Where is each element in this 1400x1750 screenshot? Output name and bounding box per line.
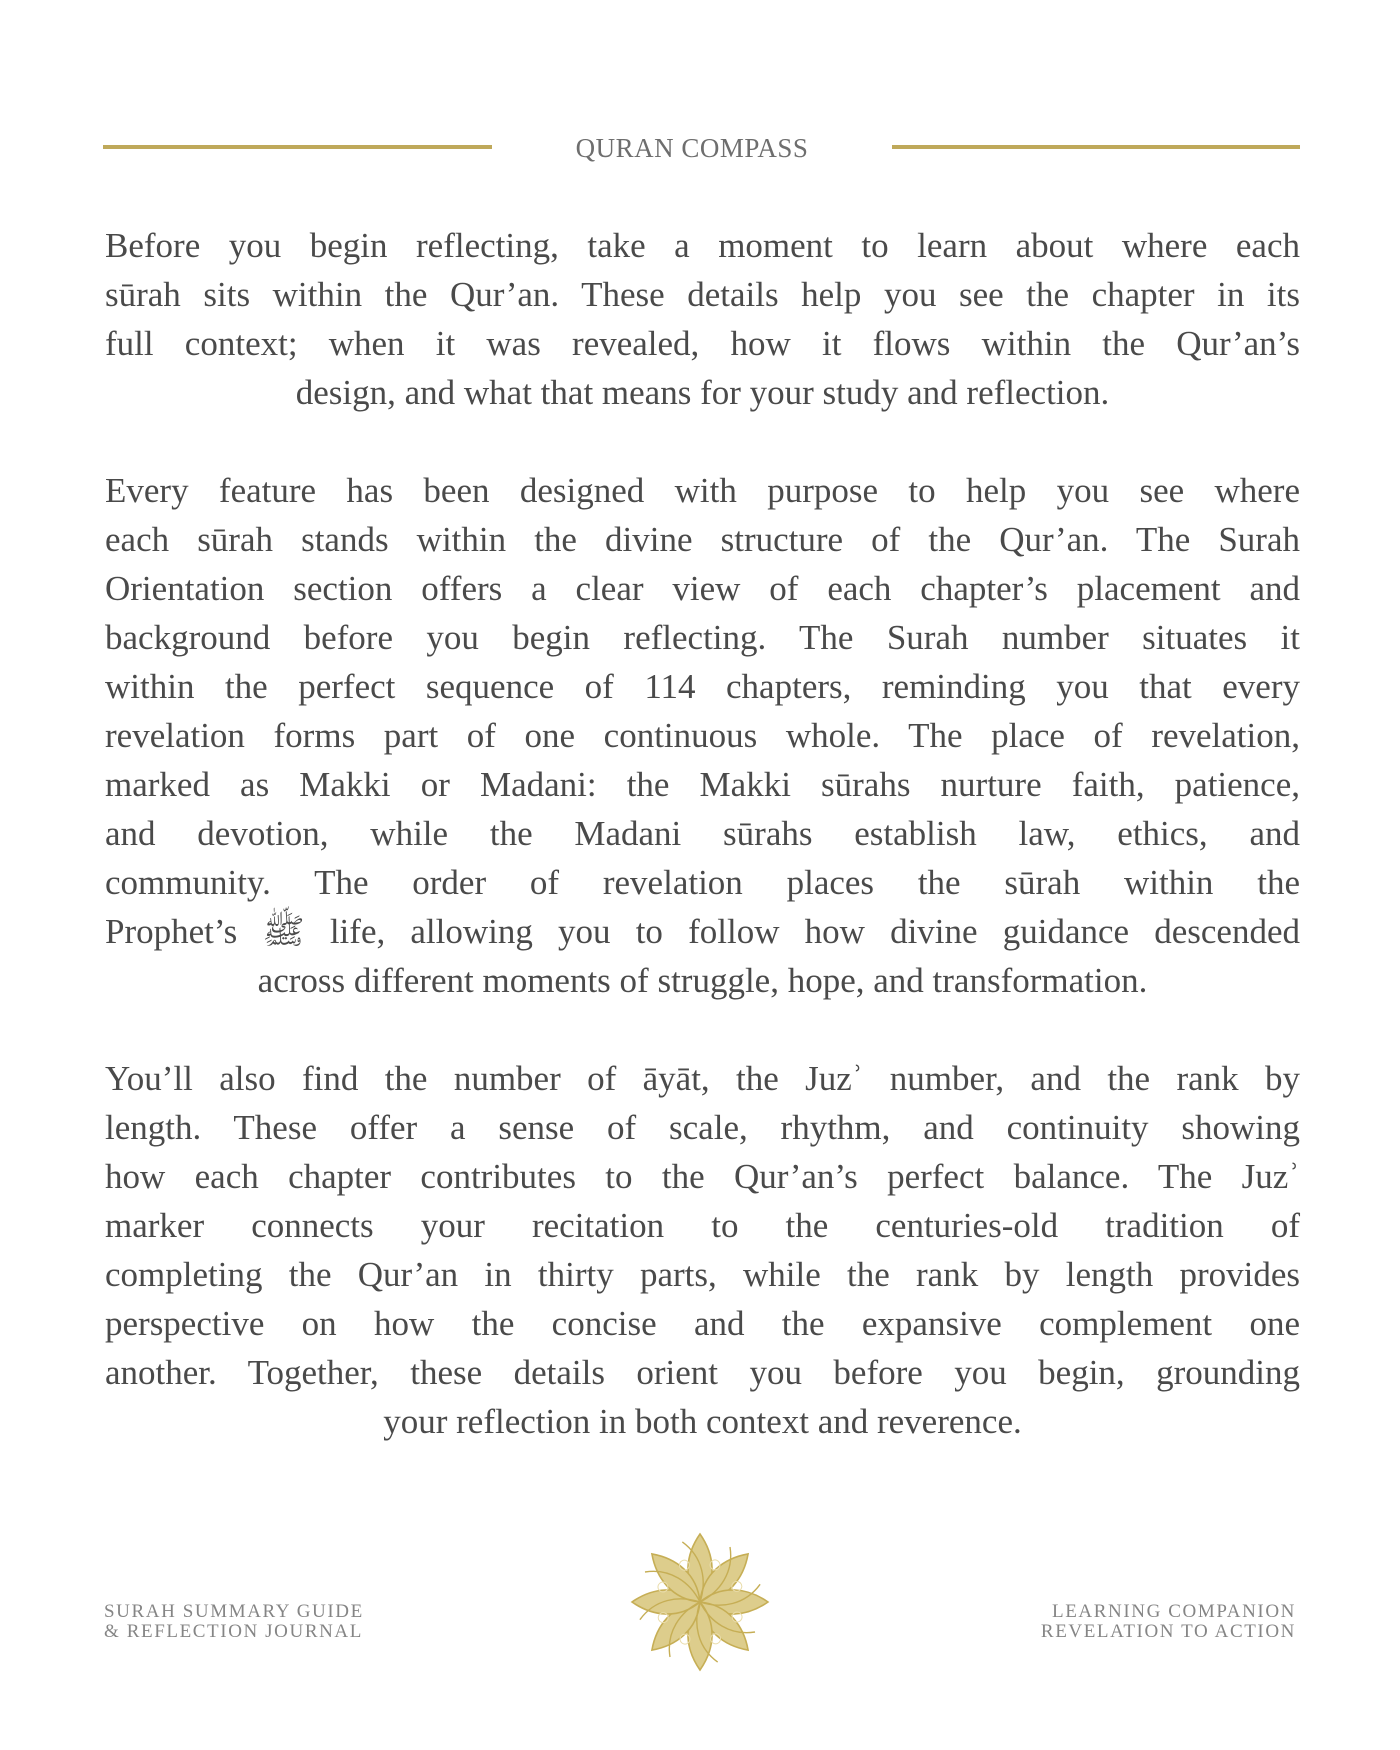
footer-left-line-2: & REFLECTION JOURNAL — [104, 1621, 363, 1642]
footer-left-line-1: SURAH SUMMARY GUIDE — [104, 1601, 364, 1622]
text-line: perspective on how the concise and the expansive complement one — [105, 1304, 1300, 1343]
paragraph-intro — [105, 221, 1300, 417]
text-line: sūrah sits within the Qur’an. These details help you see the chapter in its — [105, 275, 1300, 314]
page-header — [103, 128, 1300, 168]
text-line: You’ll also find the number of āyāt, the Juzʾ number, and the rank by — [105, 1059, 1300, 1098]
text-line: your reflection in both context and reverence. — [383, 1402, 1022, 1441]
text-line: community. The order of revelation places the sūrah within the — [105, 863, 1300, 902]
gold-rosette-icon — [628, 1532, 772, 1672]
footer-left — [104, 1602, 364, 1642]
text-line: completing the Qur’an in thirty parts, while the rank by length provides — [105, 1255, 1300, 1294]
header-rule-left — [103, 145, 492, 149]
text-line: Every feature has been designed with purpose to help you see where — [105, 471, 1300, 510]
footer-right-line-2: REVELATION TO ACTION — [1040, 1621, 1296, 1642]
footer-right — [1041, 1602, 1296, 1642]
text-line: how each chapter contributes to the Qur’an’s perfect balance. The Juzʾ — [105, 1157, 1300, 1196]
text-line: Prophet’s ﷺ life, allowing you to follow how divine guidance descended — [105, 912, 1300, 951]
text-line: design, and what that means for your study and reflection. — [295, 373, 1110, 412]
text-line: Before you begin reflecting, take a moment to learn about where each — [105, 226, 1300, 265]
text-line: full context; when it was revealed, how it flows within the Qur’an’s — [105, 324, 1300, 363]
text-line: marked as Makki or Madani: the Makki sūrahs nurture faith, patience, — [105, 765, 1300, 804]
text-line: across different moments of struggle, hope, and transformation. — [257, 961, 1148, 1000]
text-line: another. Together, these details orient you before you begin, grounding — [105, 1353, 1300, 1392]
paragraph-details — [105, 1054, 1300, 1446]
text-line: Orientation section offers a clear view of each chapter’s placement and — [105, 569, 1300, 608]
text-line: revelation forms part of one continuous whole. The place of revelation, — [105, 716, 1300, 755]
text-line: each sūrah stands within the divine structure of the Qur’an. The Surah — [105, 520, 1300, 559]
paragraph-features — [105, 466, 1300, 1005]
header-rule-right — [892, 145, 1300, 149]
text-line: and devotion, while the Madani sūrahs establish law, ethics, and — [105, 814, 1300, 853]
text-line: background before you begin reflecting. The Surah number situates it — [105, 618, 1300, 657]
text-line: marker connects your recitation to the centuries-old tradition of — [105, 1206, 1300, 1245]
text-line: within the perfect sequence of 114 chapters, reminding you that every — [105, 667, 1300, 706]
footer-right-line-1: LEARNING COMPANION — [1052, 1601, 1296, 1622]
text-line: length. These offer a sense of scale, rhythm, and continuity showing — [105, 1108, 1300, 1147]
page-title: QURAN COMPASS — [575, 133, 809, 163]
body-text — [105, 221, 1300, 1495]
